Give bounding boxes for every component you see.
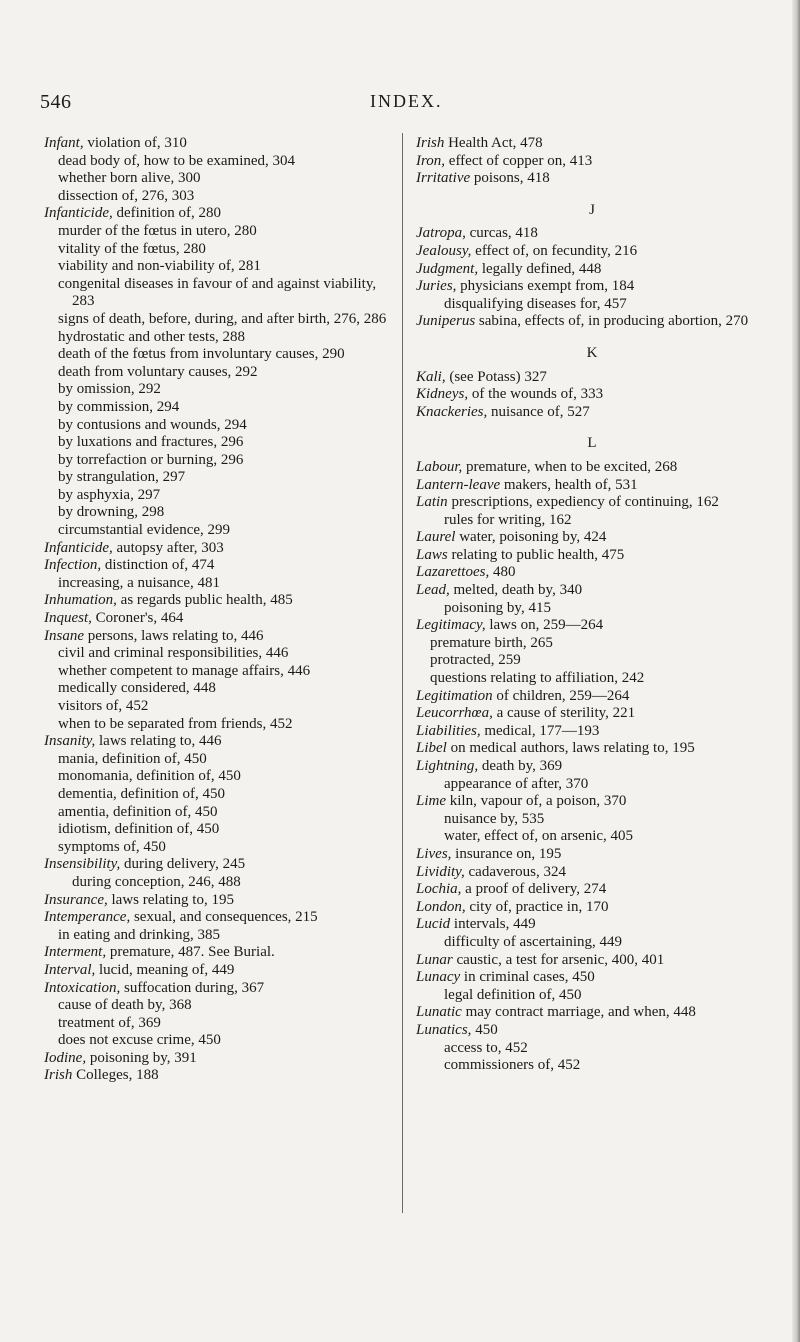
entry-text: legal definition of, 450	[444, 986, 582, 1003]
index-entry	[44, 733, 390, 751]
entry-text: water, effect of, on arsenic, 405	[444, 828, 634, 845]
entry-text: medical, 177—193	[480, 722, 600, 739]
entry-text: melted, death by, 340	[449, 582, 583, 599]
index-entry	[44, 610, 390, 628]
entry-text: by torrefaction or burning, 296	[58, 451, 244, 468]
entry-text: on medical authors, laws relating to, 195	[446, 740, 695, 757]
entry-term: Lochia,	[416, 881, 462, 898]
entry-text: monomania, definition of, 450	[58, 768, 241, 785]
entry-text: by luxations and fractures, 296	[58, 434, 244, 451]
entry-text: in eating and drinking, 385	[58, 926, 221, 943]
entry-text: persons, laws relating to, 446	[84, 627, 264, 644]
entry-term: Jealousy,	[416, 242, 472, 259]
index-subentry	[44, 874, 390, 892]
index-entry	[416, 1004, 768, 1022]
entry-text: laws relating to, 446	[95, 733, 222, 750]
entry-text: effect of, on fecundity, 216	[471, 242, 638, 259]
index-subentry	[44, 663, 390, 681]
entry-term: Liabilities,	[416, 722, 481, 739]
section-letter: K	[586, 344, 598, 361]
entry-text: dementia, definition of, 450	[58, 785, 226, 802]
index-entry	[416, 369, 768, 387]
entry-text: does not excuse crime, 450	[58, 1032, 221, 1049]
index-subentry	[44, 839, 390, 857]
entry-text: 450	[471, 1021, 498, 1038]
entry-text: insurance on, 195	[451, 845, 562, 862]
index-subentry	[44, 786, 390, 804]
entry-text: water, poisoning by, 424	[455, 529, 607, 546]
entry-term: Juniperus	[416, 313, 476, 330]
entry-text: poisons, 418	[470, 170, 550, 187]
entry-text: treatment of, 369	[58, 1014, 161, 1031]
entry-term: Insensibility,	[44, 856, 121, 873]
entry-term: Judgment,	[416, 260, 479, 277]
index-entry	[44, 909, 390, 927]
entry-term: Lantern-leave	[416, 476, 501, 493]
index-entry	[416, 793, 768, 811]
index-subentry	[44, 223, 390, 241]
entry-term: Insane	[44, 627, 84, 644]
index-entry	[416, 705, 768, 723]
index-subentry	[44, 381, 390, 399]
entry-term: Legitimation	[416, 687, 493, 704]
entry-text: difficulty of ascertaining, 449	[444, 933, 623, 950]
index-subentry	[44, 821, 390, 839]
entry-text: Colleges, 188	[72, 1067, 159, 1084]
entry-text: of the wounds of, 333	[468, 386, 604, 403]
index-entry	[416, 881, 768, 899]
index-subentry	[416, 296, 768, 314]
entry-text: whether competent to manage affairs, 446	[58, 662, 311, 679]
entry-term: Lime	[416, 793, 446, 810]
index-subentry	[44, 364, 390, 382]
entry-term: Infant,	[44, 135, 84, 151]
index-subentry	[416, 635, 768, 653]
entry-text: nuisance of, 527	[487, 403, 590, 420]
index-entry	[416, 740, 768, 758]
entry-text: caustic, a test for arsenic, 400, 401	[452, 951, 665, 968]
entry-text: Coroner's, 464	[91, 610, 184, 627]
entry-term: Labour,	[416, 458, 463, 475]
entry-text: prescriptions, expediency of continuing, 162	[447, 494, 719, 511]
entry-text: death from voluntary causes, 292	[58, 363, 258, 380]
entry-text: disqualifying diseases for, 457	[444, 295, 627, 312]
index-subentry	[44, 329, 390, 347]
entry-text: of children, 259—264	[492, 687, 630, 704]
entry-term: Insanity,	[44, 733, 96, 750]
index-entry	[44, 980, 390, 998]
entry-term: Inquest,	[44, 610, 92, 627]
index-entry	[416, 864, 768, 882]
index-subentry	[416, 776, 768, 794]
entry-text: medically considered, 448	[58, 680, 216, 697]
index-subentry	[44, 434, 390, 452]
entry-text: visitors of, 452	[58, 698, 149, 714]
index-entry	[44, 944, 390, 962]
index-entry	[44, 540, 390, 558]
entry-term: Insurance,	[44, 891, 108, 908]
entry-term: Jatropa,	[416, 225, 466, 242]
index-subentry	[416, 652, 768, 670]
entry-text: during conception, 246, 488	[72, 873, 241, 890]
index-subentry	[44, 698, 390, 716]
entry-text: during delivery, 245	[120, 856, 246, 873]
entry-text: relating to public health, 475	[447, 546, 625, 563]
entry-text: sexual, and consequences, 215	[130, 909, 318, 926]
entry-term: Kali,	[416, 368, 446, 385]
entry-term: Infanticide,	[44, 539, 113, 556]
entry-text: when to be separated from friends, 452	[58, 715, 293, 732]
entry-text: protracted, 259	[430, 652, 521, 669]
entry-term: Lunar	[416, 951, 453, 968]
index-entry	[416, 243, 768, 261]
entry-term: Lunacy	[416, 969, 461, 986]
index-entry	[416, 153, 768, 171]
entry-text: 480	[489, 564, 516, 581]
running-head: INDEX.	[370, 91, 443, 111]
index-entry	[44, 557, 390, 575]
entry-text: dissection of, 276, 303	[58, 187, 195, 204]
index-entry	[416, 688, 768, 706]
entry-text: kiln, vapour of, a poison, 370	[446, 793, 627, 810]
entry-text: in criminal cases, 450	[460, 969, 595, 986]
entry-text: mania, definition of, 450	[58, 750, 207, 767]
entry-text: circumstantial evidence, 299	[58, 522, 231, 539]
index-entry	[416, 459, 768, 477]
right-column	[416, 135, 768, 1075]
entry-text: civil and criminal responsibilities, 446	[58, 645, 289, 662]
entry-term: Irritative	[416, 170, 471, 187]
entry-term: Lunatic	[416, 1004, 462, 1021]
index-entry	[416, 225, 768, 243]
entry-text: amentia, definition of, 450	[58, 803, 218, 820]
index-entry	[416, 278, 768, 296]
index-subentry	[416, 512, 768, 530]
entry-term: Laws	[416, 546, 448, 563]
index-subentry	[44, 504, 390, 522]
entry-term: Lives,	[416, 845, 452, 862]
entry-text: premature, when to be excited, 268	[462, 458, 678, 475]
entry-text: commissioners of, 452	[444, 1057, 581, 1074]
entry-text: premature, 487. See Burial.	[106, 944, 275, 961]
index-entry	[416, 758, 768, 776]
entry-term: Irish	[416, 135, 445, 151]
index-entry	[416, 617, 768, 635]
index-entry	[416, 916, 768, 934]
index-entry	[416, 477, 768, 495]
index-entry	[416, 170, 768, 188]
index-entry	[416, 313, 768, 331]
index-subentry	[44, 399, 390, 417]
entry-term: Interval,	[44, 961, 96, 978]
index-entry	[416, 564, 768, 582]
entry-text: premature birth, 265	[430, 634, 553, 651]
page-number: 546	[40, 91, 72, 113]
index-subentry	[44, 170, 390, 188]
entry-term: Intemperance,	[44, 909, 131, 926]
entry-text: physicians exempt from, 184	[456, 278, 635, 295]
index-subentry	[416, 1040, 768, 1058]
entry-term: Infanticide,	[44, 205, 113, 222]
entry-text: nuisance by, 535	[444, 810, 545, 827]
entry-term: London,	[416, 898, 466, 915]
index-subentry	[416, 811, 768, 829]
entry-text: poisoning by, 391	[86, 1049, 197, 1066]
index-subentry	[44, 487, 390, 505]
entry-text: appearance of after, 370	[444, 775, 589, 792]
index-entry	[416, 404, 768, 422]
entry-text: by drowning, 298	[58, 504, 165, 521]
entry-text: hydrostatic and other tests, 288	[58, 328, 246, 345]
entry-term: Lividity,	[416, 863, 465, 880]
index-entry	[416, 386, 768, 404]
index-subentry	[44, 258, 390, 276]
entry-term: Latin	[416, 494, 448, 511]
index-subentry	[44, 1032, 390, 1050]
entry-text: vitality of the fœtus, 280	[58, 240, 206, 257]
entry-text: autopsy after, 303	[112, 539, 224, 556]
entry-text: a proof of delivery, 274	[461, 881, 607, 898]
entry-term: Lucid	[416, 916, 451, 933]
index-subentry	[416, 1057, 768, 1075]
entry-term: Iron,	[416, 152, 446, 169]
index-entry	[44, 205, 390, 223]
index-subentry	[416, 670, 768, 688]
left-column	[44, 135, 390, 1085]
entry-text: by omission, 292	[58, 381, 161, 398]
index-entry	[44, 892, 390, 910]
entry-term: Intoxication,	[44, 979, 121, 996]
entry-text: lucid, meaning of, 449	[95, 961, 235, 978]
entry-text: access to, 452	[444, 1039, 528, 1056]
index-subentry	[44, 153, 390, 171]
index-subentry	[44, 751, 390, 769]
index-entry	[416, 529, 768, 547]
entry-text: dead body of, how to be examined, 304	[58, 152, 296, 169]
entry-text: legally defined, 448	[478, 260, 602, 277]
entry-term: Infection,	[44, 557, 102, 574]
entry-term: Lightning,	[416, 758, 479, 774]
entry-text: curcas, 418	[465, 225, 538, 242]
index-subentry	[44, 927, 390, 945]
entry-text: idiotism, definition of, 450	[58, 821, 220, 838]
index-entry	[416, 952, 768, 970]
entry-term: Knackeries,	[416, 403, 488, 420]
entry-text: effect of copper on, 413	[445, 152, 593, 169]
entry-text: (see Potass) 327	[445, 368, 547, 385]
entry-term: Kidneys,	[416, 386, 469, 403]
index-entry	[44, 1067, 390, 1085]
index-subentry	[44, 997, 390, 1015]
index-subentry	[416, 987, 768, 1005]
index-entry	[44, 1050, 390, 1068]
index-entry	[44, 628, 390, 646]
entry-term: Libel	[416, 740, 447, 757]
entry-text: distinction of, 474	[101, 557, 215, 574]
entry-text: signs of death, before, during, and after birth, 276, 286	[58, 310, 387, 327]
entry-text: by strangulation, 297	[58, 469, 186, 486]
entry-text: laws relating to, 195	[107, 891, 234, 908]
entry-text: by contusions and wounds, 294	[58, 416, 247, 433]
index-subentry	[44, 452, 390, 470]
entry-text: Health Act, 478	[444, 135, 543, 151]
entry-text: by asphyxia, 297	[58, 486, 161, 503]
entry-text: questions relating to affiliation, 242	[430, 670, 645, 687]
index-subentry	[44, 680, 390, 698]
index-entry	[416, 582, 768, 600]
entry-text: symptoms of, 450	[58, 838, 166, 855]
index-entry	[416, 261, 768, 279]
section-letter: J	[589, 201, 595, 218]
index-subentry	[44, 804, 390, 822]
entry-text: whether born alive, 300	[58, 170, 201, 187]
page-edge	[792, 0, 800, 1342]
entry-term: Leucorrhœa,	[416, 705, 493, 722]
entry-text: cause of death by, 368	[58, 997, 192, 1014]
entry-text: death of the fœtus from involuntary causes, 290	[58, 346, 345, 363]
index-subentry	[44, 346, 390, 364]
entry-text: sabina, effects of, in producing abortion, 270	[475, 313, 749, 330]
index-subentry	[44, 241, 390, 259]
entry-text: viability and non-viability of, 281	[58, 258, 261, 275]
index-subentry	[44, 417, 390, 435]
index-subentry	[44, 768, 390, 786]
entry-term: Juries,	[416, 278, 457, 295]
entry-term: Lead,	[416, 582, 450, 599]
entry-term: Interment,	[44, 944, 107, 961]
entry-text: laws on, 259—264	[485, 617, 604, 634]
entry-text: suffocation during, 367	[120, 979, 265, 996]
entry-term: Iodine,	[44, 1049, 87, 1066]
index-subentry	[44, 469, 390, 487]
entry-term: Lunatics,	[416, 1021, 472, 1038]
index-subentry	[416, 934, 768, 952]
entry-text: by commission, 294	[58, 398, 180, 415]
index-entry	[44, 592, 390, 610]
index-entry	[416, 1022, 768, 1040]
column-divider	[402, 133, 403, 1213]
entry-text: makers, health of, 531	[500, 476, 638, 493]
index-subentry	[44, 1015, 390, 1033]
index-entry	[44, 962, 390, 980]
index-entry	[416, 723, 768, 741]
index-entry	[416, 899, 768, 917]
entry-text: murder of the fœtus in utero, 280	[58, 222, 257, 239]
entry-text: a cause of sterility, 221	[492, 705, 636, 722]
index-entry	[416, 494, 768, 512]
entry-term: Irish	[44, 1067, 73, 1084]
entry-text: may contract marriage, and when, 448	[461, 1004, 696, 1021]
entry-text: cadaverous, 324	[464, 863, 566, 880]
index-entry	[416, 547, 768, 565]
entry-text: definition of, 280	[112, 205, 222, 222]
entry-text: rules for writing, 162	[444, 511, 572, 528]
index-subentry	[44, 522, 390, 540]
entry-text: congenital diseases in favour of and against viability, 283	[58, 275, 377, 310]
index-entry	[416, 969, 768, 987]
index-subentry	[44, 645, 390, 663]
entry-text: intervals, 449	[450, 916, 536, 933]
entry-text: increasing, a nuisance, 481	[58, 574, 221, 591]
entry-term: Laurel	[416, 529, 456, 546]
index-entry	[416, 135, 768, 153]
section-letter: L	[587, 435, 597, 452]
index-entry	[44, 856, 390, 874]
entry-text: violation of, 310	[83, 135, 187, 151]
index-subentry	[44, 575, 390, 593]
index-subentry	[44, 716, 390, 734]
index-subentry	[416, 600, 768, 618]
entry-text: city of, practice in, 170	[465, 898, 609, 915]
index-entry	[44, 135, 390, 153]
entry-term: Inhumation,	[44, 592, 117, 609]
entry-term: Lazarettoes,	[416, 564, 490, 581]
entry-text: poisoning by, 415	[444, 599, 551, 616]
entry-text: as regards public health, 485	[116, 592, 293, 609]
index-subentry	[416, 828, 768, 846]
index-subentry	[44, 276, 390, 311]
entry-text: death by, 369	[478, 758, 563, 774]
index-subentry	[44, 311, 390, 329]
index-subentry	[44, 188, 390, 206]
entry-term: Legitimacy,	[416, 617, 486, 634]
index-entry	[416, 846, 768, 864]
